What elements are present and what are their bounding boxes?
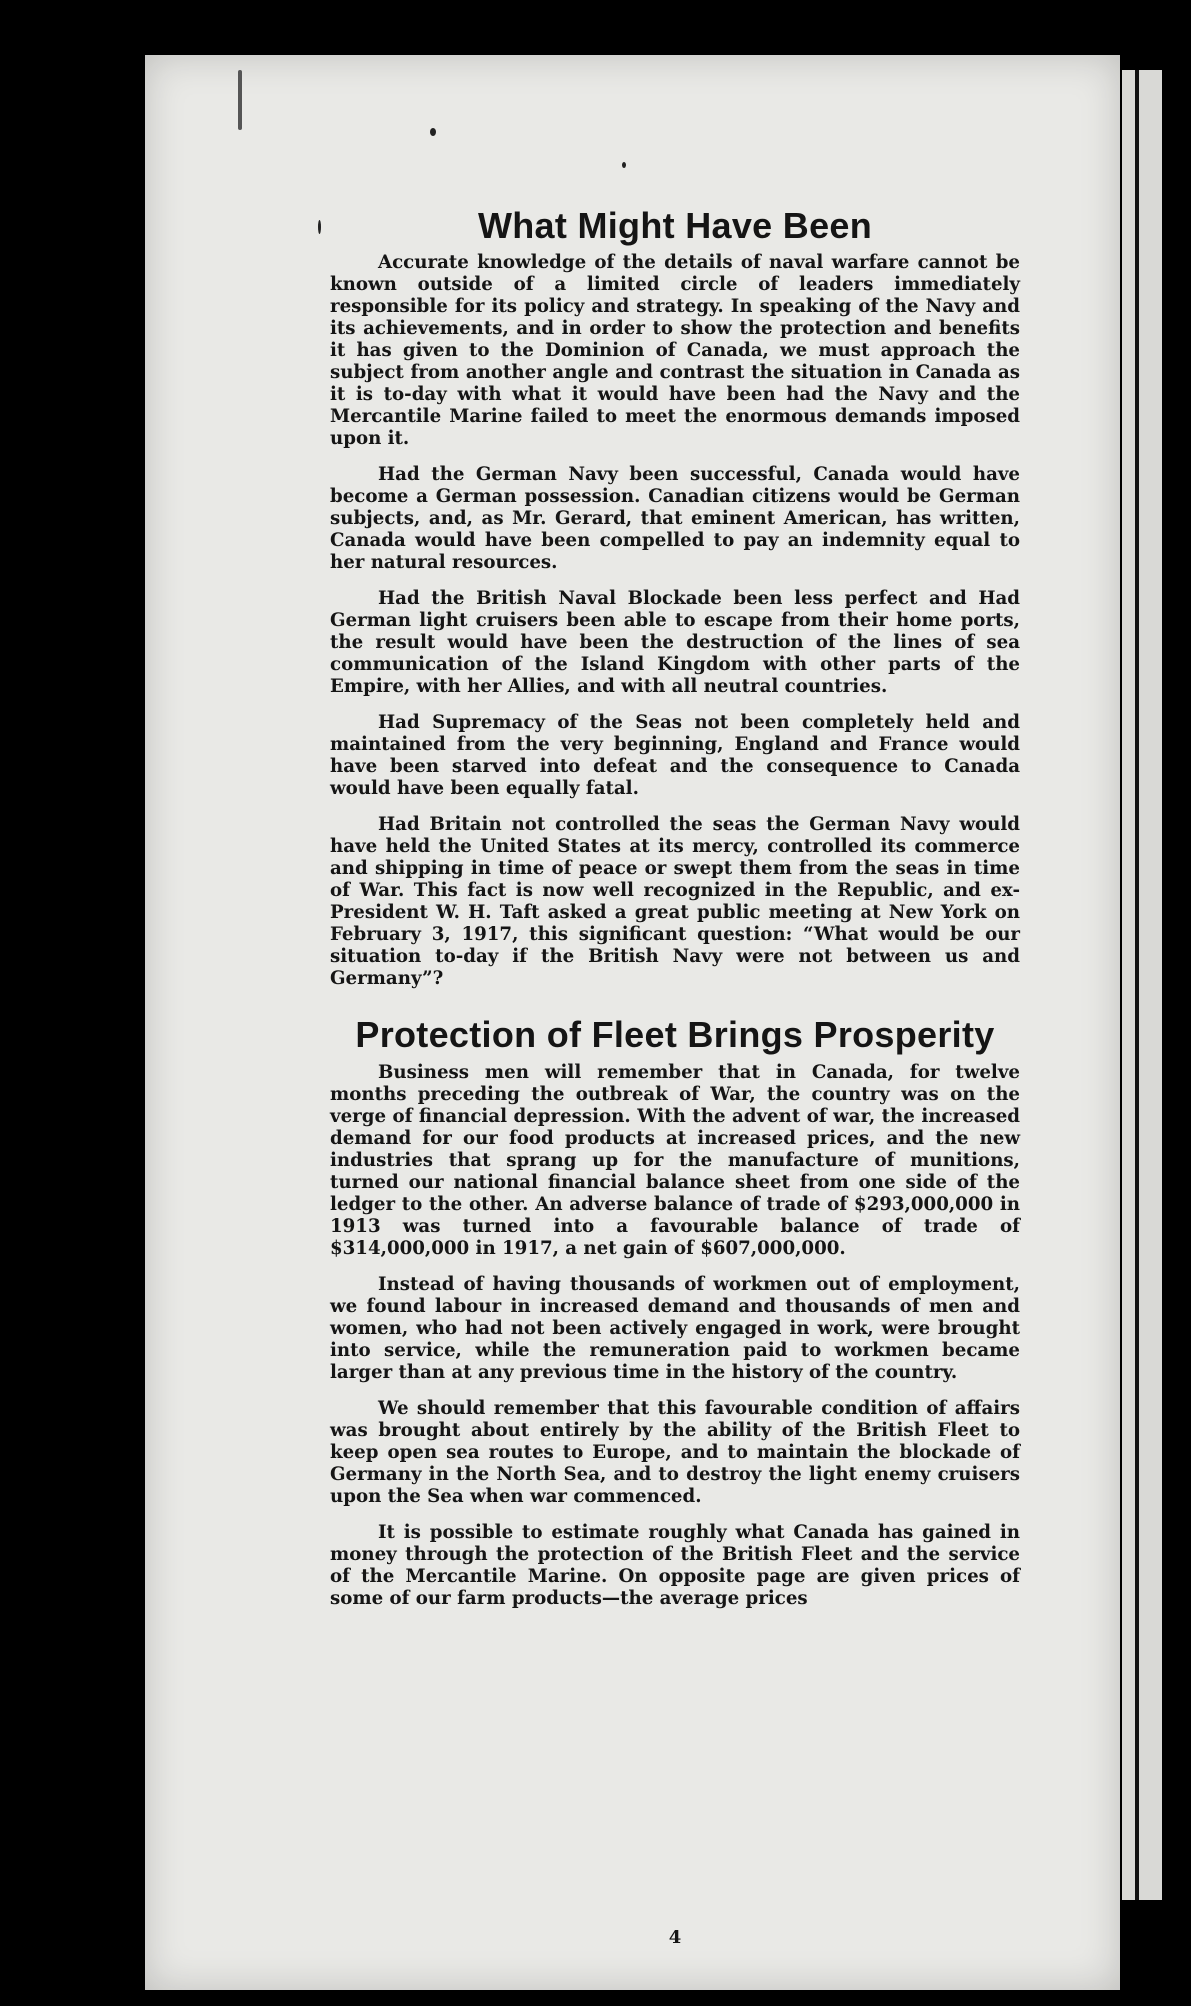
paragraph: Instead of having thousands of workmen out of employment, we found labour in increased demand and thousands of men and women, who had not been actively engaged in work, were brought into service, while the remuneration paid to workmen became larger than at any previous time in the history of the country. — [330, 1273, 1020, 1383]
paragraph: Had Britain not controlled the seas the German Navy would have held the United States at its mercy, controlled its commerce and shipping in time of peace or swept them from the seas in time of War. This fact is now well recognized in the Republic, and ex-President W. H. Taft asked a great public meeting at New York on February 3, 1917, this significant question: “What would be our situation to-day if the British Navy were not between us and Germany”? — [330, 814, 1020, 990]
paragraph: Had Supremacy of the Seas not been completely held and maintained from the very beginning, England and France would have been starved into defeat and the consequence to Canada would have been equally fatal. — [330, 712, 1020, 800]
paragraph: Had the British Naval Blockade been less perfect and Had German light cruisers been able to escape from their home ports, the result would have been the destruction of the lines of sea communication of the Island Kingdom with other parts of the Empire, with her Allies, and with all neutral countries. — [330, 588, 1020, 698]
scan-speck — [238, 70, 242, 130]
scan-speck — [318, 220, 321, 234]
paragraph: Had the German Navy been successful, Canada would have become a German possession. Canadian citizens would be German subjects, and, as Mr. Gerard, that eminent American, has written, Canada would have been compelled to pay an indemnity equal to her natural resources. — [330, 464, 1020, 574]
page-number: 4 — [668, 1927, 682, 1948]
paragraph: It is possible to estimate roughly what Canada has gained in money through the protection of the British Fleet and the service of the Mercantile Marine. On opposite page are given prices of some of our farm products—the average prices — [330, 1521, 1020, 1609]
paragraph: Accurate knowledge of the details of naval warfare cannot be known outside of a limited circle of leaders immediately responsible for its policy and strategy. In speaking of the Navy and its achievements, and in order to show the protection and benefits it has given to the Dominion of Canada, we must approach the subject from another angle and contrast the situation in Canada as it is to-day with what it would have been had the Navy and the Mercantile Marine failed to meet the enormous demands imposed upon it. — [330, 252, 1020, 450]
section-title: Protection of Fleet Brings Prosperity — [355, 1014, 995, 1056]
adjacent-page-edge — [1122, 70, 1162, 1900]
paragraph: We should remember that this favourable condition of affairs was brought about entirely by the ability of the British Fleet to keep open sea routes to Europe, and to maintain the blockade of Germany in the North Sea, and to destroy the light enemy cruisers upon the Sea when war commenced. — [330, 1397, 1020, 1507]
document-content — [330, 205, 1020, 1948]
section-title: What Might Have Been — [477, 205, 873, 246]
paragraph: Business men will remember that in Canada, for twelve months preceding the outbreak of War, the country was on the verge of financial depression. With the advent of war, the increased demand for our food products at increased prices, and the new industries that sprang up for the manufacture of munitions, turned our national financial balance sheet from one side of the ledger to the other. An adverse balance of trade of $293,000,000 in 1913 was turned into a favourable balance of trade of $314,000,000 in 1917, a net gain of $607,000,000. — [330, 1061, 1020, 1259]
scan-speck — [430, 128, 436, 136]
scan-speck — [622, 162, 626, 168]
page-gutter-line — [1135, 70, 1139, 1900]
